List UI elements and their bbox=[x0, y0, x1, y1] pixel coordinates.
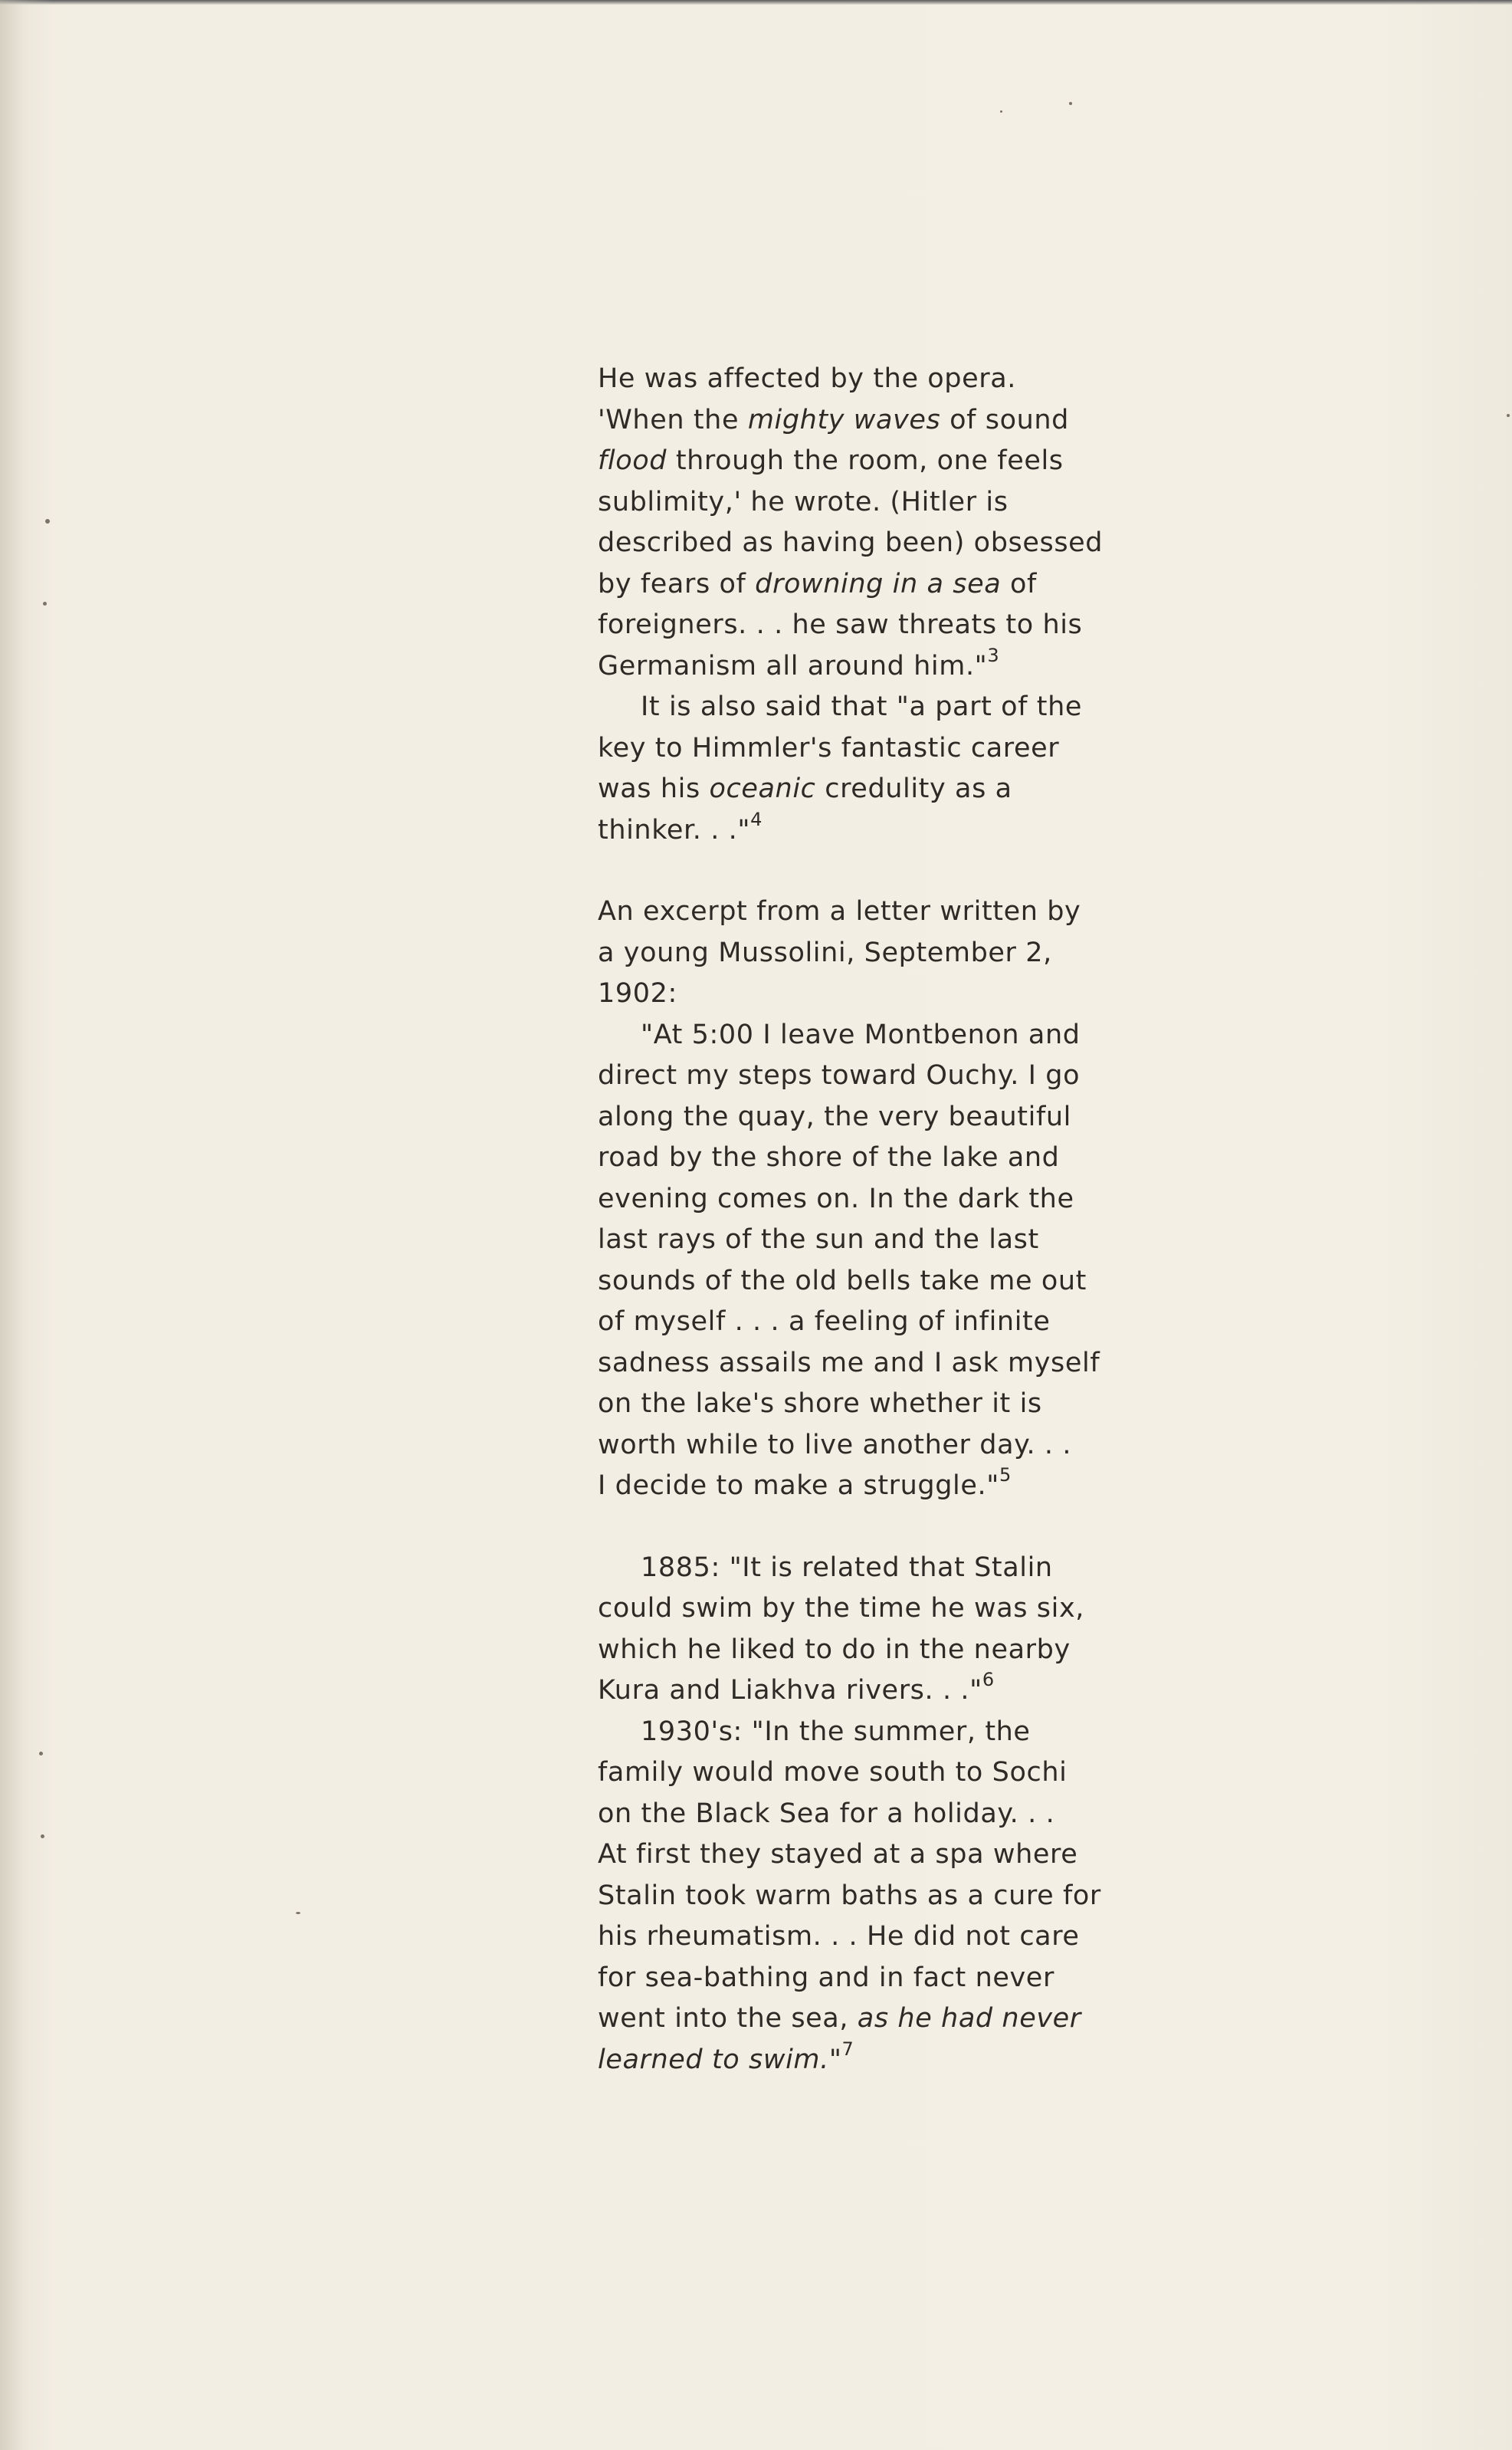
text-line: last rays of the sun and the last bbox=[598, 1224, 1039, 1255]
paragraph-gap bbox=[598, 851, 1134, 892]
text-line: by fears of drowning in a sea of bbox=[598, 568, 1037, 599]
text-line bbox=[598, 2040, 1134, 2081]
text-line: which he liked to do in the nearby bbox=[598, 1634, 1071, 1665]
text-line: of myself . . . a feeling of infinite bbox=[598, 1306, 1051, 1337]
text-line: flood through the room, one feels bbox=[598, 445, 1064, 476]
footnote-marker: 6 bbox=[982, 1669, 995, 1691]
text-line: It is also said that "a part of the bbox=[641, 691, 1083, 722]
stalin-passage bbox=[598, 1548, 1134, 2081]
text-line: on the lake's shore whether it is bbox=[598, 1388, 1042, 1419]
text-line: his rheumatism. . . He did not care bbox=[598, 1921, 1080, 1952]
text-line: Kura and Liakhva rivers. . ."$^6$ bbox=[598, 1669, 995, 1706]
text-line: was his oceanic credulity as a bbox=[598, 773, 1012, 804]
italic-phrase: as he had never bbox=[857, 2003, 1081, 2034]
binding-shadow bbox=[0, 0, 54, 2450]
text-line: key to Himmler's fantastic career bbox=[598, 732, 1060, 764]
text-line: for sea-bathing and in fact never bbox=[598, 1962, 1054, 1993]
paper-speck bbox=[1069, 102, 1072, 105]
footnote-marker: 3 bbox=[987, 644, 1000, 666]
italic-phrase: drowning in a sea bbox=[755, 568, 1002, 599]
footnote-marker: 5 bbox=[999, 1464, 1012, 1486]
italic-phrase: oceanic bbox=[709, 773, 816, 804]
paper-speck bbox=[1507, 414, 1510, 417]
paper-speck bbox=[45, 519, 50, 524]
text-line: thinker. . ."$^4$ bbox=[598, 808, 763, 846]
footnote-marker: 4 bbox=[750, 808, 763, 830]
text-line: I decide to make a struggle."$^5$ bbox=[598, 1464, 1012, 1501]
text-line: An excerpt from a letter written by bbox=[598, 896, 1081, 927]
text-line: 1930's: "In the summer, the bbox=[641, 1716, 1031, 1747]
text-line: 1885: "It is related that Stalin bbox=[641, 1552, 1053, 1583]
text-column bbox=[598, 359, 1134, 2081]
paper-speck bbox=[296, 1912, 300, 1914]
paper-speck bbox=[43, 602, 47, 606]
paper-speck bbox=[41, 1834, 44, 1838]
footnote-marker: 7 bbox=[841, 2038, 854, 2060]
text-line: Germanism all around him."$^3$ bbox=[598, 644, 1000, 681]
text-line: could swim by the time he was six, bbox=[598, 1593, 1085, 1624]
text-line: sounds of the old bells take me out bbox=[598, 1265, 1087, 1296]
text-line: sublimity,' he wrote. (Hitler is bbox=[598, 486, 1009, 517]
text-line: went into the sea, as he had never bbox=[598, 2003, 1081, 2034]
italic-phrase: flood bbox=[598, 445, 667, 476]
italic-phrase: learned to swim." bbox=[598, 2044, 842, 2075]
text-line: family would move south to Sochi bbox=[598, 1757, 1068, 1788]
text-line: road by the shore of the lake and bbox=[598, 1142, 1060, 1173]
himmler-passage bbox=[598, 359, 1134, 851]
text-line: Stalin took warm baths as a cure for bbox=[598, 1880, 1101, 1911]
text-line: along the quay, the very beautiful bbox=[598, 1101, 1071, 1132]
text-line: sadness assails me and I ask myself bbox=[598, 1347, 1100, 1378]
page-top-edge bbox=[0, 0, 1512, 5]
text-line: on the Black Sea for a holiday. . . bbox=[598, 1798, 1055, 1829]
italic-phrase: mighty waves bbox=[747, 404, 941, 435]
text-line: described as having been) obsessed bbox=[598, 527, 1104, 558]
text-line: 'When the mighty waves of sound bbox=[598, 404, 1069, 435]
text-line: foreigners. . . he saw threats to his bbox=[598, 609, 1083, 640]
paper-speck bbox=[39, 1752, 43, 1755]
paper-speck bbox=[1000, 110, 1002, 113]
text-line: worth while to live another day. . . bbox=[598, 1429, 1072, 1460]
text-line: evening comes on. In the dark the bbox=[598, 1183, 1074, 1214]
mussolini-passage bbox=[598, 892, 1134, 1507]
text-line: At first they stayed at a spa where bbox=[598, 1839, 1078, 1870]
text-line: "At 5:00 I leave Montbenon and bbox=[641, 1019, 1081, 1050]
text-line: He was affected by the opera. bbox=[598, 363, 1017, 394]
text-line: a young Mussolini, September 2, bbox=[598, 937, 1052, 968]
paragraph-gap bbox=[598, 1507, 1134, 1548]
text-line: direct my steps toward Ouchy. I go bbox=[598, 1060, 1081, 1091]
text-line: 1902: bbox=[598, 978, 677, 1009]
